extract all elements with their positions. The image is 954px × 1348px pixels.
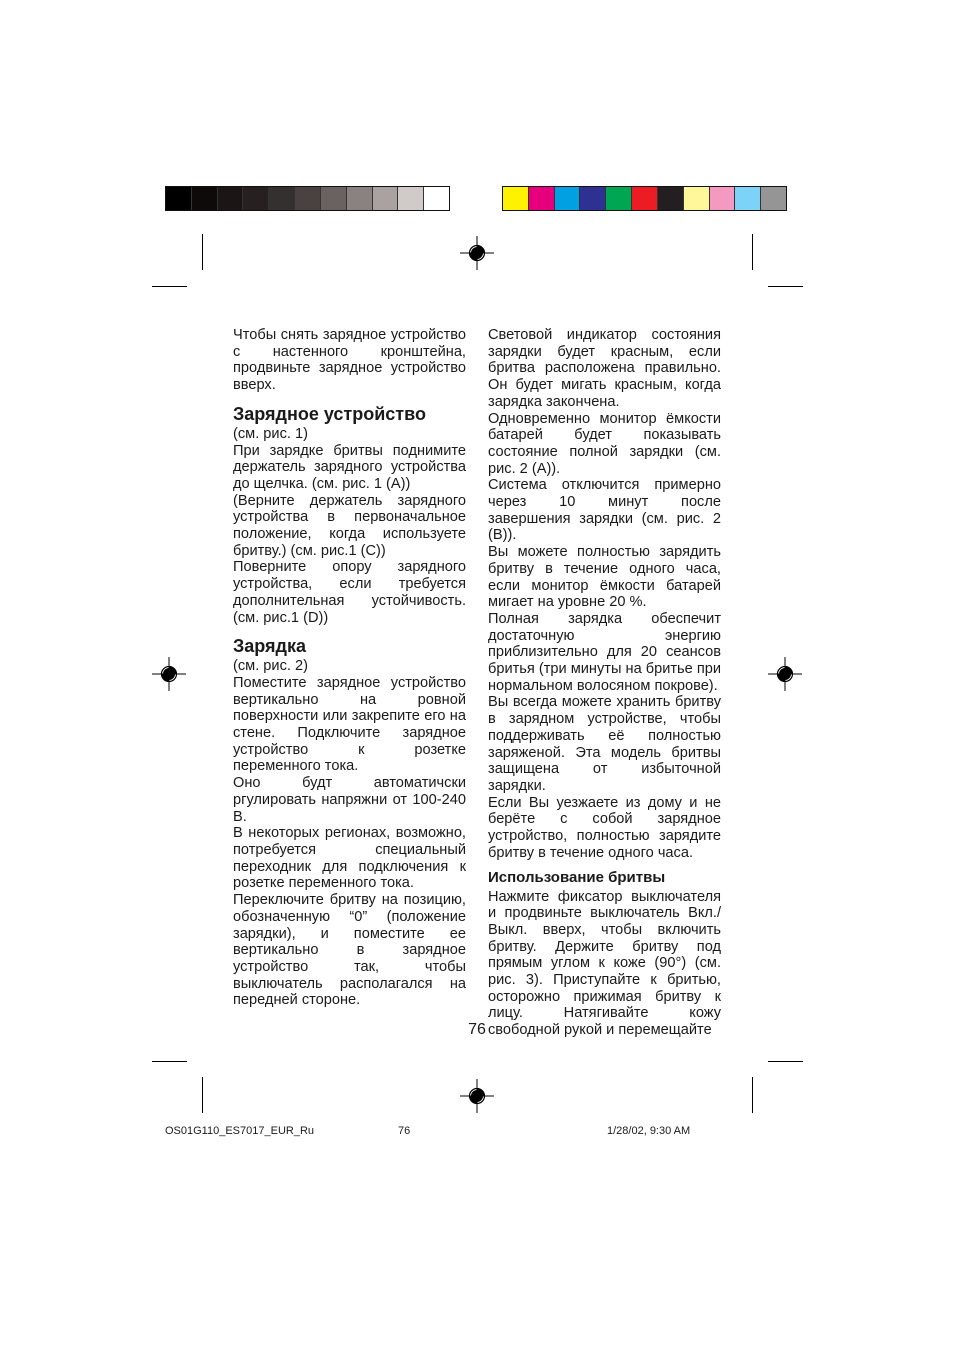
paragraph: Световой индикатор состояния зарядки будет красным, если бритва расположена правильно. Он будет мигать красным, когда зарядка закончена. [488, 327, 721, 410]
crop-mark [752, 1077, 753, 1113]
paragraph: (см. рис. 2) [233, 658, 308, 675]
footer-file-name: OS01G110_ES7017_EUR_Ru [165, 1125, 315, 1137]
section-heading: Зарядное устройство [233, 403, 426, 424]
left-text-column [233, 327, 466, 1009]
paragraph: Вы всегда можете хранить бритву в зарядном устройстве, чтобы поддерживать её полностью заряженой. Эта модель бритвы защищена от избыточной зарядки. [488, 694, 721, 794]
color-swatch [217, 187, 243, 210]
color-swatch [294, 187, 320, 210]
crop-mark [752, 234, 753, 270]
section-heading: Зарядка [233, 636, 306, 657]
paragraph: Система отключится примерно через 10 минут после завершения зарядки (см. рис. 2 (B)). [488, 477, 721, 544]
paragraph: (см. рис. 1) [233, 425, 308, 442]
paragraph: При зарядке бритвы поднимите держатель зарядного устройства до щелчка. (см. рис. 1 (A)) [233, 442, 466, 492]
color-swatch [579, 187, 605, 210]
color-swatch [166, 187, 191, 210]
color-swatch [734, 187, 760, 210]
paragraph: Чтобы снять зарядное устройство с настенного кронштейна, продвиньте зарядное устройство вверх. [233, 327, 466, 394]
registration-mark-icon [152, 657, 186, 691]
crop-mark [768, 286, 803, 287]
right-text-column [488, 327, 721, 1039]
footer-page: 76 [398, 1125, 411, 1137]
grayscale-calibration-bar [165, 186, 450, 211]
color-swatch [631, 187, 657, 210]
color-swatch [268, 187, 294, 210]
paragraph: Одновременно монитор ёмкости батарей будет показывать состояние полной зарядки (см. рис. 2 (A)). [488, 410, 721, 477]
crop-mark [202, 234, 203, 270]
color-swatch [346, 187, 372, 210]
paragraph: В некоторых регионах, возможно, потребуется специальный переходник для подключения к розетке переменного тока. [233, 825, 466, 892]
paragraph: Поверните опору зарядного устройства, если требуется дополнительная устойчивость. (см. рис.1 (D)) [233, 559, 466, 626]
paragraph: (Верните держатель зарядного устройства в первоначальное положение, когда используете бритву.) (см. рис.1 (C)) [233, 492, 466, 559]
color-swatch [657, 187, 683, 210]
color-swatch [528, 187, 554, 210]
paragraph: Вы можете полностью зарядить бритву в течение одного часа, если монитор ёмкости батарей мигает на уровне 20 %. [488, 544, 721, 611]
color-swatch [320, 187, 346, 210]
section-heading: Использование бритвы [488, 868, 666, 886]
color-swatch [554, 187, 580, 210]
color-swatch [191, 187, 217, 210]
color-swatch [760, 187, 786, 210]
footer-timestamp: 1/28/02, 9:30 AM [607, 1125, 691, 1137]
crop-mark [202, 1077, 203, 1113]
color-swatch [683, 187, 709, 210]
color-swatch [503, 187, 528, 210]
color-swatch [372, 187, 398, 210]
paragraph: Нажмите фиксатор выключателя и продвиньте выключатель Вкл./ Выкл. вверх, чтобы включить бритву. Держите бритву под прямым углом к коже (90°) (см. рис. 3). Приступайте к бритью, осторожно прижимая бритву к лицу. Натягивайте кожу свободной рукой и перемещайте [488, 888, 721, 1039]
registration-mark-icon [460, 1079, 494, 1113]
crop-mark [152, 286, 187, 287]
paragraph: Полная зарядка обеспечит достаточную энергию приблизительно для 20 сеансов бритья (три минуты на бритье при нормальном волосяном покрове). [488, 610, 721, 694]
crop-mark [768, 1061, 803, 1062]
paragraph: Поместите зарядное устройство вертикально на ровной поверхности или закрепите его на стене. Подключите зарядное устройство к розетке переменного тока. [233, 674, 466, 775]
page-number: 76 [468, 1021, 486, 1038]
color-calibration-bar [502, 186, 787, 211]
paragraph: Если Вы уезжаете из дому и не берёте с собой зарядное устройство, полностью зарядите бритву в течение одного часа. [488, 794, 721, 861]
color-swatch [709, 187, 735, 210]
color-swatch [242, 187, 268, 210]
color-swatch [397, 187, 423, 210]
registration-mark-icon [768, 657, 802, 691]
paragraph: Переключите бритву на позицию, обозначенную “0” (положение зарядки), и поместите ее вертикально в зарядное устройство так, чтобы выключатель располагался на передней стороне. [233, 892, 466, 1009]
color-swatch [605, 187, 631, 210]
registration-mark-icon [460, 236, 494, 270]
crop-mark [152, 1061, 187, 1062]
color-swatch [423, 187, 449, 210]
paragraph: Оно будт автоматичски ргулировать напряжни от 100-240 В. [233, 775, 466, 825]
